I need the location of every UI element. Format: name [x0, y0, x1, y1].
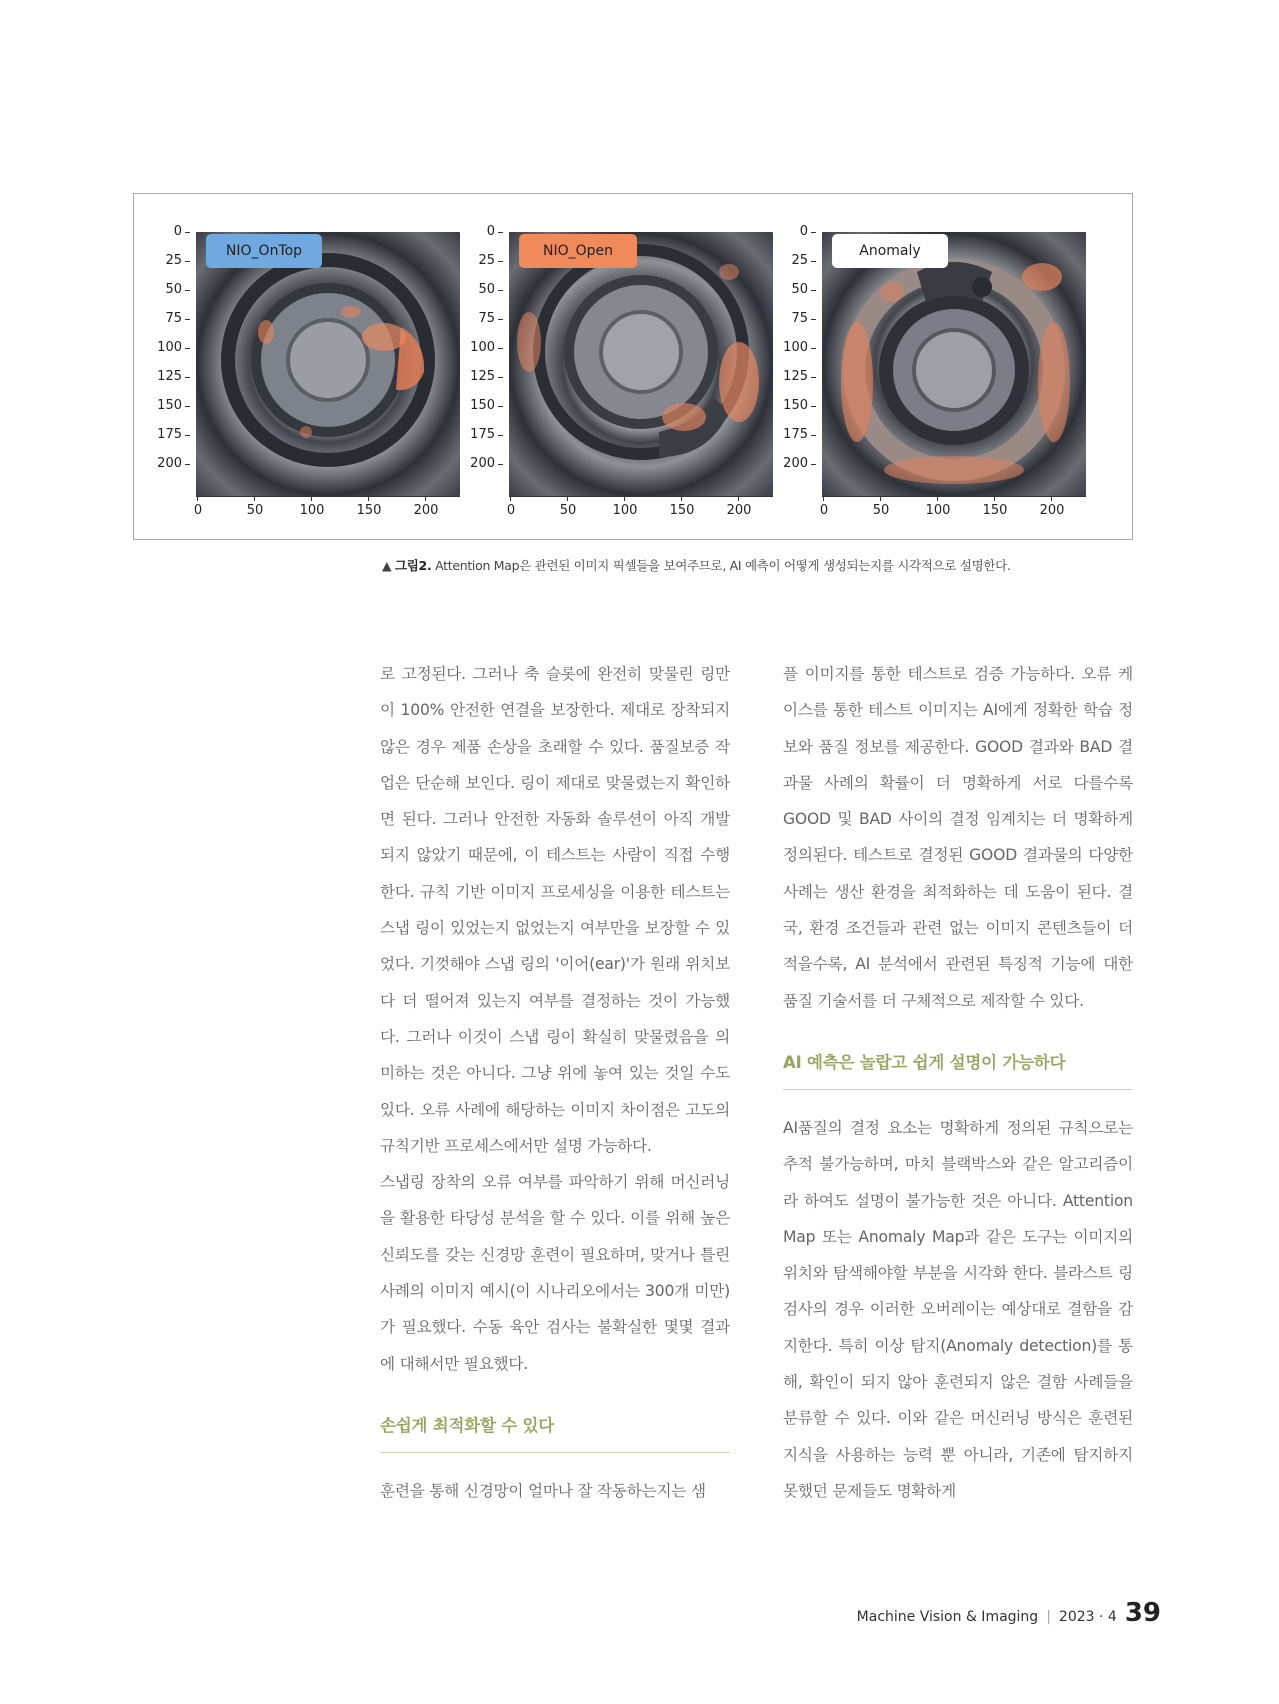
paragraph: 로 고정된다. 그러나 축 슬롯에 완전히 맞물린 링만이 100% 안전한 연결을 보장한다. 제대로 장착되지 않은 경우 제품 손상을 초래할 수 있다. 품질보증 작업은 단순해 보인다. 링이 제대로 맞물렸는지 확인하면 된다. 그러나 안전한 자동화 솔루션이 아직 개발되지 않았기 때문에, 이 테스트는 사람이 직접 수행한다. 규칙 기반 이미지 프로세싱을 이용한 테스트는 스냅 링이 있었는지 없었는지 여부만을 보장할 수 있었다. 기껏해야 스냅 링의 '이어(ear)'가 원래 위치보다 더 떨어져 있는지 여부를 결정하는 것이 가능했다. 그러나 이것이 스냅 링이 확실히 맞물렸음을 의미하는 것은 아니다. 그냥 위에 놓여 있는 것일 수도 있다. 오류 사례에 해당하는 이미지 차이점은 고도의 규칙기반 프로세스에서만 설명 가능하다. — [380, 665, 730, 1155]
x-axis — [822, 496, 1086, 497]
x-axis — [196, 496, 460, 497]
xtick: 100 — [292, 504, 332, 518]
panel-anomaly — [760, 194, 1065, 541]
ytick: 50 — [768, 283, 808, 297]
section-heading: 손쉽게 최적화할 수 있다 — [380, 1412, 730, 1453]
ytick: 200 — [768, 457, 808, 471]
xtick: 200 — [406, 504, 446, 518]
ytick: 0 — [455, 225, 495, 239]
xtick: 150 — [662, 504, 702, 518]
ytick: 200 — [142, 457, 182, 471]
ytick: 175 — [142, 428, 182, 442]
xtick: 200 — [1032, 504, 1072, 518]
right-column — [783, 656, 1133, 1509]
ytick: 75 — [768, 312, 808, 326]
paragraph: 스냅링 장착의 오류 여부를 파악하기 위해 머신러닝을 활용한 타당성 분석을 할 수 있다. 이를 위해 높은 신뢰도를 갖는 신경망 훈련이 필요하며, 맞거나 틀린 사례의 이미지 예시(이 시나리오에서는 300개 미만)가 필요했다. 수동 육안 검사는 불확실한 몇몇 결과에 대해서만 필요했다. — [380, 1173, 730, 1373]
ytick: 125 — [768, 370, 808, 384]
caption-text: Attention Map은 관련된 이미지 픽셀들을 보여주므로, AI 예측이 어떻게 생성되는지를 시각적으로 설명한다. — [431, 558, 1011, 573]
ytick: 175 — [768, 428, 808, 442]
ytick: 200 — [455, 457, 495, 471]
snap-ring-picture — [196, 232, 460, 496]
panel-nio-open — [447, 194, 752, 541]
panel-tag: Anomaly — [832, 234, 948, 268]
xtick: 50 — [861, 504, 901, 518]
xtick: 100 — [918, 504, 958, 518]
snap-ring-picture — [509, 232, 773, 496]
snap-ring-picture — [822, 232, 1086, 496]
attention-map-image — [196, 232, 460, 496]
xtick: 0 — [804, 504, 844, 518]
ytick: 150 — [455, 399, 495, 413]
page-number: 39 — [1124, 1598, 1161, 1628]
ytick: 125 — [142, 370, 182, 384]
ytick: 25 — [142, 254, 182, 268]
xtick: 150 — [975, 504, 1015, 518]
left-column — [380, 656, 730, 1509]
paragraph: 훈련을 통해 신경망이 얼마나 잘 작동하는지는 샘 — [380, 1481, 706, 1500]
ytick: 75 — [455, 312, 495, 326]
footer-separator: | — [1046, 1609, 1051, 1625]
xtick: 200 — [719, 504, 759, 518]
anomaly-map-image — [822, 232, 1086, 496]
caption-label: 그림2. — [395, 558, 432, 573]
ytick: 25 — [455, 254, 495, 268]
panel-tag: NIO_Open — [519, 234, 637, 268]
panel-nio-ontop — [134, 194, 439, 541]
ytick: 0 — [142, 225, 182, 239]
page-footer — [857, 1598, 1161, 1628]
ytick: 50 — [142, 283, 182, 297]
xtick: 0 — [491, 504, 531, 518]
ytick: 150 — [142, 399, 182, 413]
xtick: 50 — [548, 504, 588, 518]
ytick: 175 — [455, 428, 495, 442]
ytick: 125 — [455, 370, 495, 384]
ytick: 100 — [768, 341, 808, 355]
ytick: 50 — [455, 283, 495, 297]
ytick: 100 — [142, 341, 182, 355]
ytick: 25 — [768, 254, 808, 268]
figure-box — [133, 193, 1133, 540]
paragraph: AI품질의 결정 요소는 명확하게 정의된 규칙으로는 추적 불가능하며, 마치 블랙박스와 같은 알고리즘이라 하여도 설명이 불가능한 것은 아니다. Attention Map 또는 Anomaly Map과 같은 도구는 이미지의 위치와 탐색해야할 부분을 시각화 한다. 블라스트 링 검사의 경우 이러한 오버레이는 예상대로 결함을 감지한다. 특히 이상 탐지(Anomaly detection)를 통해, 확인이 되지 않아 훈련되지 않은 결함 사례들을 분류할 수 있다. 이와 같은 머신러닝 방식은 훈련된 지식을 사용하는 능력 뿐 아니라, 기존에 탐지하지 못했던 문제들도 명확하게 — [783, 1118, 1133, 1500]
section-heading: AI 예측은 놀랍고 쉽게 설명이 가능하다 — [783, 1049, 1133, 1090]
ytick: 100 — [455, 341, 495, 355]
figure-caption — [382, 556, 1142, 574]
xtick: 150 — [349, 504, 389, 518]
ytick: 0 — [768, 225, 808, 239]
attention-map-image — [509, 232, 773, 496]
xtick: 50 — [235, 504, 275, 518]
xtick: 100 — [605, 504, 645, 518]
x-axis — [509, 496, 773, 497]
issue-number: 2023 · 4 — [1058, 1609, 1117, 1625]
xtick: 0 — [178, 504, 218, 518]
caption-marker: ▲ — [382, 558, 395, 573]
panel-tag: NIO_OnTop — [206, 234, 322, 268]
ytick: 75 — [142, 312, 182, 326]
paragraph: 플 이미지를 통한 테스트로 검증 가능하다. 오류 케이스를 통한 테스트 이미지는 AI에게 정확한 학습 정보와 품질 정보를 제공한다. GOOD 결과와 BAD 결과물 사례의 확률이 더 명확하게 서로 다를수록 GOOD 및 BAD 사이의 결정 임계치는 더 명확하게 정의된다. 테스트로 결정된 GOOD 결과물의 다양한 사례는 생산 환경을 최적화하는 데 도움이 된다. 결국, 환경 조건들과 관련 없는 이미지 콘텐츠들이 더 적을수록, AI 분석에서 관련된 특징적 기능에 대한 품질 기술서를 더 구체적으로 제작할 수 있다. — [783, 665, 1133, 1010]
ytick: 150 — [768, 399, 808, 413]
magazine-name: Machine Vision & Imaging — [856, 1609, 1039, 1625]
